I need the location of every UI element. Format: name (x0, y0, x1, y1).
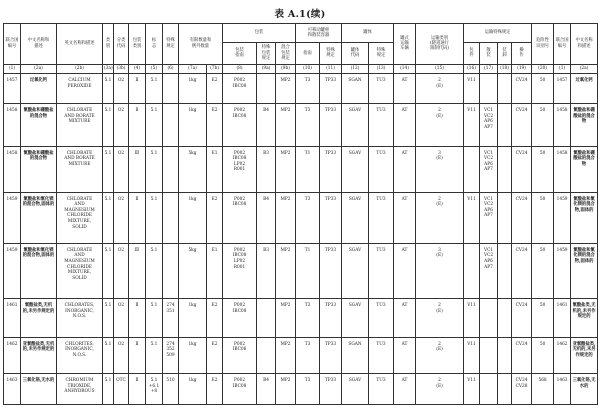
cell-limited-quantity: 1kg (179, 192, 207, 243)
table-row (4, 74, 598, 104)
cell-hazard-id: 50 (532, 74, 554, 104)
cell-class: 5.1 (103, 337, 114, 373)
cell-bulk: VC1 VC2 AP6 AP7 (480, 243, 498, 298)
cell-class-code: O2 (114, 146, 129, 192)
cell-class-code: O2 (114, 192, 129, 243)
cell-limited-quantity: 5kg (179, 243, 207, 298)
cell-en-name: CHLORITES, INORGANIC, N.O.S. (57, 337, 103, 373)
cell-packages: V11 (464, 192, 480, 243)
header-special-packing: 特殊 包装 规定 (257, 43, 276, 64)
column-number: (4) (129, 64, 146, 74)
column-number: (19) (512, 64, 532, 74)
cell-special-provisions (163, 104, 179, 147)
cell-transport-category: 2 (E) (416, 373, 464, 404)
cell-tank-instructions: T3 (296, 337, 320, 373)
cell-class-code: O2 (114, 337, 129, 373)
cell-un-number: 1462 (4, 337, 21, 373)
cell-bulk: VC1 VC2 AP6 AP7 (480, 104, 498, 147)
cell-cn-name-right: 过氧化钙 (571, 74, 598, 104)
cell-cn-name: 氯酸盐和硼酸盐的混合物 (21, 104, 57, 147)
header-class: 类 别 (103, 24, 114, 65)
cell-bulk (480, 299, 498, 337)
cell-en-name: CHROMIUM TRIOXIDE, ANHYDROUS (57, 373, 103, 404)
cell-class-code: O2 (114, 243, 129, 298)
cell-tank-sp: TU3 (369, 146, 394, 192)
cell-special-packing: B4 (257, 104, 276, 147)
cell-cn-name: 氯酸盐和氯化镁的混合物,固体的 (21, 243, 57, 298)
cell-cn-name-right: 氯酸盐和硼酸盐的混合物 (571, 104, 598, 147)
cell-tank-code: SGAN (342, 337, 369, 373)
header-en-name: 英文名称和描述 (57, 24, 103, 65)
column-number: (1) (554, 64, 571, 74)
cell-tank-instructions: T1 (296, 243, 320, 298)
column-number: (7b) (207, 64, 223, 74)
cell-tank-sp: TU3 (369, 337, 394, 373)
cell-operation: CV24 (512, 299, 532, 337)
cell-labels: 5.1 (146, 299, 163, 337)
cell-packing-instructions: P002 IBC06 (223, 337, 257, 373)
cell-un-number-right: 1461 (554, 299, 571, 337)
column-number-row (4, 64, 598, 74)
cell-limited-quantity: 1kg (179, 373, 207, 404)
cell-limited-quantity: 1kg (179, 299, 207, 337)
cell-special-provisions (163, 243, 179, 298)
cell-cn-name: 氯酸盐和硼酸盐的混合物 (21, 146, 57, 192)
cell-tank-instructions: T3 (296, 104, 320, 147)
cell-bulk (480, 74, 498, 104)
cell-operation: CV24 (512, 192, 532, 243)
cell-labels: 5.1 (146, 243, 163, 298)
cell-tank-instructions: T3 (296, 192, 320, 243)
cell-transport-category: 2 (E) (416, 192, 464, 243)
header-tank-code: 罐体 代码 (342, 43, 369, 64)
cell-packages (464, 146, 480, 192)
table-row (4, 337, 598, 373)
cell-packages: V11 (464, 299, 480, 337)
column-number: (3b) (114, 64, 129, 74)
cell-loading (498, 337, 512, 373)
column-number: (14) (394, 64, 416, 74)
cell-class: 5.1 (103, 299, 114, 337)
cell-special-provisions: 274 352 509 (163, 337, 179, 373)
cell-class-code: O2 (114, 74, 129, 104)
header-packing-instructions: 包装 指南 (223, 43, 257, 64)
cell-tank-vehicle: AT (394, 243, 416, 298)
dangerous-goods-table (3, 23, 598, 405)
cell-un-number-right: 1463 (554, 373, 571, 404)
cell-cn-name-right: 亚氯酸盐类,无机的,未另作规定的 (571, 337, 598, 373)
cell-excepted-quantity: E1 (207, 243, 223, 298)
column-number: (6) (163, 64, 179, 74)
table-row (4, 146, 598, 192)
cell-class-code: O2 (114, 104, 129, 147)
column-number: (13) (369, 64, 394, 74)
cell-hazard-id: 50 (532, 192, 554, 243)
column-number: (17) (480, 64, 498, 74)
cell-special-provisions: 274 351 (163, 299, 179, 337)
column-number: (2a) (21, 64, 57, 74)
cell-packages: V11 (464, 373, 480, 404)
cell-class: 5.1 (103, 192, 114, 243)
cell-tank-code: SGAV (342, 192, 369, 243)
cell-un-number-right: 1462 (554, 337, 571, 373)
column-number: (15) (416, 64, 464, 74)
header-packing-group: 包装 类别 (129, 24, 146, 65)
cell-en-name: CALCIUM PEROXIDE (57, 74, 103, 104)
cell-packing-instructions: P002 IBC08 (223, 74, 257, 104)
cell-tank-code: SGAV (342, 243, 369, 298)
cell-un-number: 1461 (4, 299, 21, 337)
cell-excepted-quantity: E2 (207, 104, 223, 147)
header-loading: 装 卸 (498, 43, 512, 64)
cell-tank-vehicle: AT (394, 146, 416, 192)
cell-hazard-id: 50 (532, 299, 554, 337)
cell-un-number-right: 1459 (554, 243, 571, 298)
column-number: (18) (498, 64, 512, 74)
cell-en-name: CHLORATE AND BORATE MIXTURE (57, 146, 103, 192)
cell-special-packing: B3 (257, 146, 276, 192)
cell-operation: CV24 (512, 74, 532, 104)
cell-special-packing: B3 (257, 243, 276, 298)
cell-operation: CV24 CV28 (512, 373, 532, 404)
cell-mixed-packing: MP2 (276, 192, 296, 243)
cell-transport-category: 2 (E) (416, 337, 464, 373)
cell-cn-name-right: 氯酸盐和氯化镁的混合物,固体的 (571, 243, 598, 298)
header-limited-quantities: 有限数量和 例外数量 (179, 24, 223, 65)
cell-operation: CV24 (512, 337, 532, 373)
header-bulk: 散 装 (480, 43, 498, 64)
cell-cn-name: 氯酸盐和氯化镁的混合物,固体的 (21, 192, 57, 243)
cell-special-provisions (163, 146, 179, 192)
table-row (4, 243, 598, 298)
cell-transport-category: 2 (E) (416, 74, 464, 104)
cell-tank-vehicle: AT (394, 192, 416, 243)
cell-mixed-packing: MP2 (276, 146, 296, 192)
cell-bulk: VC1 VC2 AP6 AP7 (480, 146, 498, 192)
cell-packing-group: Ⅱ (129, 299, 146, 337)
cell-mixed-packing: MP2 (276, 337, 296, 373)
cell-en-name: CHLORATES, INORGANIC, N.O.S. (57, 299, 103, 337)
cell-cn-name-right: 氯酸盐类,无机的,未另作规定的 (571, 299, 598, 337)
cell-cn-name: 过氧化钙 (21, 74, 57, 104)
cell-transport-category: 3 (E) (416, 146, 464, 192)
cell-labels: 5.1 +6.1 +8 (146, 373, 163, 404)
cell-un-number: 1459 (4, 243, 21, 298)
cell-tank-sp: TU3 (369, 243, 394, 298)
cell-packing-group: Ⅲ (129, 243, 146, 298)
cell-loading (498, 146, 512, 192)
cell-class: 5.1 (103, 373, 114, 404)
cell-un-number-right: 1458 (554, 146, 571, 192)
cell-class: 5.1 (103, 74, 114, 104)
cell-hazard-id: 568 (532, 373, 554, 404)
header-tank-vehicle: 罐式 运输 车辆 (394, 24, 416, 65)
cell-labels: 5.1 (146, 74, 163, 104)
header-un-number: 联合国 编号 (4, 24, 21, 65)
cell-tank-code: SGAV (342, 299, 369, 337)
cell-packing-group: Ⅱ (129, 373, 146, 404)
column-number: (9a) (257, 64, 276, 74)
column-number: (20) (532, 64, 554, 74)
header-portable-tanks: 可移动罐柜 和散装容器 (296, 24, 342, 43)
cell-packing-instructions: P002 IBC08 LP02 R001 (223, 146, 257, 192)
column-number: (5) (146, 64, 163, 74)
header-packages: 包 件 (464, 43, 480, 64)
cell-bulk (480, 373, 498, 404)
table-row (4, 299, 598, 337)
cell-tank-code: SGAN (342, 74, 369, 104)
cell-tank-special: TP33 (320, 299, 342, 337)
cell-tank-special: TP33 (320, 373, 342, 404)
cell-packages: V11 (464, 337, 480, 373)
cell-packing-instructions: P002 IBC08 LP02 R001 (223, 243, 257, 298)
cell-packages: V11 (464, 74, 480, 104)
header-special-provisions: 特殊 规定 (163, 24, 179, 65)
cell-packing-instructions: P002 IBC08 (223, 192, 257, 243)
cell-tank-special: TP33 (320, 74, 342, 104)
cell-cn-name: 氯酸盐类,无机的,未另作规定的 (21, 299, 57, 337)
cell-tank-instructions: T3 (296, 299, 320, 337)
header-un-number-right: 联合国 编号 (554, 24, 571, 65)
column-number: (3a) (103, 64, 114, 74)
cell-special-provisions (163, 192, 179, 243)
cell-tank-special: TP33 (320, 243, 342, 298)
header-mixed-packing: 混合 包装 规定 (276, 43, 296, 64)
cell-labels: 5.1 (146, 337, 163, 373)
cell-special-packing: B4 (257, 192, 276, 243)
cell-loading (498, 74, 512, 104)
cell-hazard-id: 50 (532, 243, 554, 298)
header-operation: 操 作 (512, 43, 532, 64)
cell-special-packing (257, 337, 276, 373)
header-transport-category: 运输类别 (隧道通行 限制代码) (416, 24, 464, 65)
cell-tank-sp: TU3 (369, 373, 394, 404)
cell-tank-vehicle: AT (394, 74, 416, 104)
header-transport-special: 运输特殊规定 (464, 24, 532, 43)
cell-en-name: CHLORATE AND BORATE MIXTURE (57, 104, 103, 147)
cell-packages (464, 243, 480, 298)
cell-packing-group: Ⅱ (129, 337, 146, 373)
cell-limited-quantity: 1kg (179, 74, 207, 104)
cell-tank-sp: TU3 (369, 74, 394, 104)
table-row (4, 373, 598, 404)
header-labels: 标 志 (146, 24, 163, 65)
column-number: (7a) (179, 64, 207, 74)
cell-un-number: 1459 (4, 192, 21, 243)
cell-mixed-packing: MP2 (276, 299, 296, 337)
cell-cn-name-right: 三氧化铬,无水的 (571, 373, 598, 404)
cell-excepted-quantity: E1 (207, 146, 223, 192)
cell-operation: CV24 (512, 104, 532, 147)
cell-tank-sp: TU3 (369, 192, 394, 243)
cell-limited-quantity: 5kg (179, 146, 207, 192)
cell-operation: CV24 (512, 243, 532, 298)
cell-excepted-quantity: E2 (207, 74, 223, 104)
cell-bulk (480, 337, 498, 373)
cell-un-number: 1463 (4, 373, 21, 404)
cell-labels: 5.1 (146, 146, 163, 192)
cell-tank-code: SGAV (342, 373, 369, 404)
cell-cn-name-right: 氯酸盐和硼酸盐的混合物 (571, 146, 598, 192)
cell-tank-vehicle: AT (394, 373, 416, 404)
cell-mixed-packing: MP2 (276, 373, 296, 404)
cell-tank-code: SGAV (342, 146, 369, 192)
cell-special-provisions (163, 74, 179, 104)
column-number: (2b) (57, 64, 103, 74)
cell-packages: V11 (464, 104, 480, 147)
cell-excepted-quantity: E2 (207, 337, 223, 373)
cell-loading (498, 104, 512, 147)
header-cn-name-right: 中文名称 和描述 (571, 24, 598, 65)
cell-limited-quantity: 1kg (179, 104, 207, 147)
cell-loading (498, 299, 512, 337)
cell-packing-instructions: P002 IBC08 (223, 373, 257, 404)
cell-tank-sp: TU3 (369, 299, 394, 337)
cell-tank-instructions: T1 (296, 146, 320, 192)
cell-limited-quantity: 1kg (179, 337, 207, 373)
header-tank-body: 罐体 (342, 24, 394, 43)
column-number: (8) (223, 64, 257, 74)
cell-mixed-packing: MP2 (276, 104, 296, 147)
cell-packing-group: Ⅱ (129, 192, 146, 243)
table-title: 表 A.1(续) (274, 9, 326, 20)
cell-tank-special: TP33 (320, 192, 342, 243)
column-number: (16) (464, 64, 480, 74)
cell-un-number: 1458 (4, 104, 21, 147)
header-hazard-id: 危险性 识别号 (532, 24, 554, 65)
cell-bulk: VC1 VC2 AP6 AP7 (480, 192, 498, 243)
header-packaging: 包装 (223, 24, 296, 43)
cell-un-number-right: 1459 (554, 192, 571, 243)
table-body (4, 24, 598, 405)
cell-tank-special: TP33 (320, 104, 342, 147)
cell-tank-vehicle: AT (394, 104, 416, 147)
cell-excepted-quantity: E2 (207, 373, 223, 404)
cell-un-number-right: 1458 (554, 104, 571, 147)
cell-class: 5.1 (103, 146, 114, 192)
cell-cn-name: 三氧化铬,无水的 (21, 373, 57, 404)
cell-class: 5.1 (103, 104, 114, 147)
cell-labels: 5.1 (146, 104, 163, 147)
header-tank-special: 特殊 规定 (320, 43, 342, 64)
cell-special-provisions: 510 (163, 373, 179, 404)
cell-transport-category: 3 (E) (416, 243, 464, 298)
cell-tank-vehicle: AT (394, 299, 416, 337)
cell-labels: 5.1 (146, 192, 163, 243)
cell-cn-name: 亚氯酸盐类,无机的,未另作规定的 (21, 337, 57, 373)
cell-un-number: 1457 (4, 74, 21, 104)
cell-en-name: CHLORATE AND MAGNESIUM CHLORIDE MIXTURE, SOLID (57, 243, 103, 298)
cell-tank-special: TP33 (320, 146, 342, 192)
cell-special-packing: B4 (257, 373, 276, 404)
cell-excepted-quantity: E2 (207, 299, 223, 337)
cell-packing-group: Ⅲ (129, 146, 146, 192)
cell-packing-instructions: P002 IBC08 (223, 104, 257, 147)
cell-mixed-packing: MP2 (276, 243, 296, 298)
cell-un-number: 1458 (4, 146, 21, 192)
cell-tank-sp: TU3 (369, 104, 394, 147)
header-row-1 (4, 24, 598, 43)
table-row (4, 192, 598, 243)
cell-transport-category: 2 (E) (416, 104, 464, 147)
cell-packing-instructions: P002 IBC08 (223, 299, 257, 337)
cell-loading (498, 373, 512, 404)
cell-tank-vehicle: AT (394, 337, 416, 373)
cell-excepted-quantity: E2 (207, 192, 223, 243)
cell-class: 5.1 (103, 243, 114, 298)
cell-operation: CV24 (512, 146, 532, 192)
header-tank-instructions: 指南 (296, 43, 320, 64)
cell-packing-group: Ⅱ (129, 104, 146, 147)
column-number: (12) (342, 64, 369, 74)
column-number: (2a) (571, 64, 598, 74)
header-cn-name: 中文名称和 描述 (21, 24, 57, 65)
cell-hazard-id: 50 (532, 337, 554, 373)
cell-cn-name-right: 氯酸盐和氯化镁的混合物,固体的 (571, 192, 598, 243)
cell-tank-instructions: T3 (296, 373, 320, 404)
cell-class-code: OTC (114, 373, 129, 404)
header-tank-sp: 特殊 规定 (369, 43, 394, 64)
cell-loading (498, 243, 512, 298)
cell-packing-group: Ⅱ (129, 74, 146, 104)
table-row (4, 104, 598, 147)
column-number: (11) (320, 64, 342, 74)
cell-special-packing (257, 74, 276, 104)
cell-tank-instructions: T3 (296, 74, 320, 104)
cell-loading (498, 192, 512, 243)
column-number: (1) (4, 64, 21, 74)
header-class-code: 分类 代码 (114, 24, 129, 65)
cell-en-name: CHLORATE AND MAGNESIUM CHLORIDE MIXTURE, SOLID (57, 192, 103, 243)
cell-transport-category: 2 (E) (416, 299, 464, 337)
cell-class-code: O2 (114, 299, 129, 337)
cell-tank-special: TP33 (320, 337, 342, 373)
column-number: (9b) (276, 64, 296, 74)
cell-mixed-packing: MP2 (276, 74, 296, 104)
cell-un-number-right: 1457 (554, 74, 571, 104)
cell-hazard-id: 50 (532, 146, 554, 192)
column-number: (10) (296, 64, 320, 74)
cell-special-packing (257, 299, 276, 337)
cell-tank-code: SGAV (342, 104, 369, 147)
cell-hazard-id: 50 (532, 104, 554, 147)
